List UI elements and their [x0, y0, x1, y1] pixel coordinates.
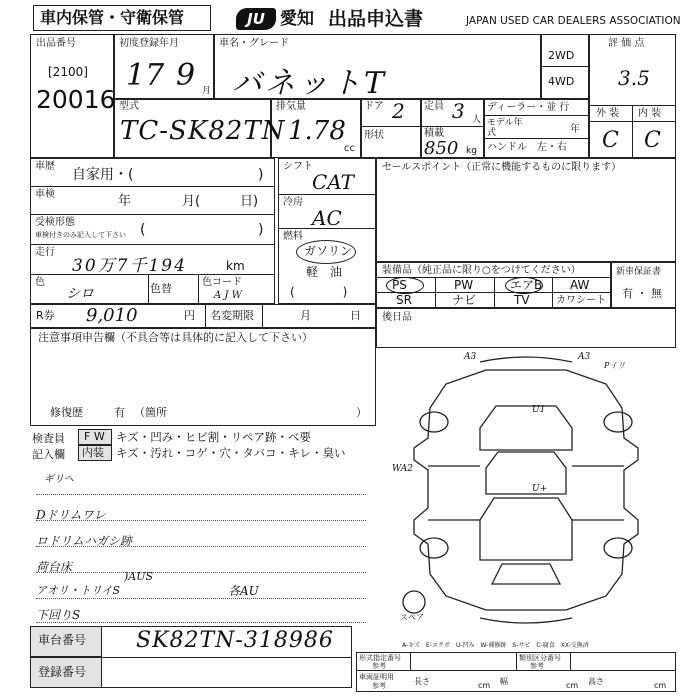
- interior-label: 内 装: [638, 108, 662, 119]
- registration-year: 17: [126, 58, 165, 93]
- displacement-label: 排気量: [276, 101, 306, 112]
- length-unit: cm: [478, 681, 491, 690]
- mileage-unit: km: [226, 259, 245, 273]
- equip-ps: PS: [392, 278, 407, 292]
- color-change-label: 色替: [150, 282, 172, 295]
- vehicle-name: バネットT: [232, 66, 388, 101]
- diagram-label-u1: U1: [532, 405, 546, 415]
- equip-ps-circle: [386, 277, 424, 294]
- ac-label: 冷房: [283, 197, 303, 208]
- history-close: ): [258, 167, 264, 183]
- listing-number-label: 出品番号: [36, 38, 76, 49]
- recycle-unit: 円: [184, 309, 195, 322]
- shift-value: CAT: [312, 170, 354, 194]
- chassis-label: 車台番号: [38, 633, 87, 647]
- inspection-month: 月(: [182, 194, 201, 209]
- fuel-label: 燃料: [283, 231, 303, 242]
- inspection-day: 日): [240, 194, 259, 209]
- recycle-row: [30, 304, 376, 328]
- diagram-label-a3-left: A3: [464, 352, 477, 362]
- name-change-label: 名変期限: [210, 309, 254, 322]
- diagram-legend: A-キズ E-エクボ U-凹み W-補修跡 S-サビ C-腐食 XX-交換済: [402, 642, 589, 649]
- load-label: 積載: [424, 128, 444, 139]
- dealer-parallel: ディーラー・並 行: [487, 102, 570, 113]
- vehicle-name-label: 車名・グレード: [219, 38, 289, 49]
- reg-cert-ref: 参考: [372, 682, 386, 690]
- fw-label: F W: [84, 430, 105, 443]
- memo-0: ギリヘ: [44, 474, 74, 485]
- recycle-amount: 9,010: [86, 305, 138, 326]
- inspection-label: 車検: [35, 189, 55, 200]
- equip-navi: ナビ: [452, 293, 477, 307]
- later-date-box: [376, 308, 676, 348]
- ju-logo: [236, 8, 276, 30]
- model-label: 型式: [119, 101, 139, 112]
- shift-label: シフト: [283, 161, 313, 172]
- score-label: 評 価 点: [608, 38, 645, 49]
- car-diagram: [376, 348, 676, 638]
- model-year-label: モデル年式: [487, 118, 523, 138]
- acceptance-note: 車検付きのみ記入して下さい: [35, 231, 126, 239]
- equipment-label: 装備品（純正品に限り○をつけてください）: [382, 265, 581, 276]
- door-label: ドア: [364, 101, 384, 112]
- association-name: JAPAN USED CAR DEALERS ASSOCIATION: [466, 15, 681, 27]
- listing-number: 20016: [36, 85, 116, 114]
- diagram-label-a3-right: A3: [578, 352, 591, 362]
- interior-grade: C: [644, 128, 661, 153]
- load-value: 850: [424, 138, 459, 159]
- load-unit: kg: [466, 146, 477, 156]
- int-items: キズ・汚れ・コゲ・穴・タバコ・キレ・臭い: [116, 446, 346, 460]
- length-label: 長さ: [414, 677, 430, 686]
- registration-month: 9: [176, 58, 196, 93]
- memo-2: ロドリムハガシ跡: [36, 534, 133, 548]
- diagram-label-piri: Pイリ: [604, 361, 626, 370]
- fw-items: キズ・凹み・ヒビ割・リペア跡・べ要: [116, 430, 312, 444]
- acceptance-label: 受検形態: [35, 217, 75, 228]
- door-count: 2: [392, 99, 405, 123]
- history-label: 車歴: [35, 161, 55, 172]
- form-designation-label: 形式指定番号: [359, 654, 401, 662]
- equip-sr: SR: [396, 293, 412, 307]
- exterior-grade: C: [602, 128, 619, 153]
- handle-label: ハンドル 左・右: [487, 142, 567, 153]
- mileage-value: 30万7千194: [72, 256, 187, 276]
- fuel-paren: ( ): [290, 285, 348, 299]
- displacement-unit: cc: [344, 143, 355, 154]
- model-year-unit: 年: [570, 124, 580, 135]
- acceptance-close: ): [258, 222, 264, 238]
- history-value: 自家用・(: [72, 167, 134, 183]
- capacity-unit: 人: [472, 115, 482, 125]
- month-unit: 月: [202, 86, 212, 96]
- color-code: A J W: [214, 290, 242, 301]
- inspection-year: 年: [118, 194, 132, 209]
- equip-airbag-circle: [505, 277, 543, 294]
- recycle-label: R券: [36, 309, 55, 322]
- model-code: TC-SK82TN: [120, 116, 286, 146]
- height-label: 高さ: [588, 677, 604, 686]
- height-unit: cm: [654, 681, 667, 690]
- equip-aw: AW: [570, 278, 590, 292]
- equip-pw: PW: [454, 278, 474, 292]
- width-label: 幅: [500, 677, 508, 686]
- ac-value: AC: [312, 206, 342, 230]
- memo-extra-1: 各AU: [228, 584, 259, 598]
- ju-logo-text: JU: [247, 10, 265, 28]
- registration-label: 初度登録年月: [119, 38, 179, 49]
- memo-5: 下回りS: [36, 608, 81, 622]
- score-value: 3.5: [618, 66, 650, 90]
- repair-label: 修復歴: [50, 406, 83, 419]
- capacity-label: 定員: [424, 101, 444, 112]
- repair-value: 有: [114, 406, 125, 419]
- acceptance-open: (: [140, 222, 146, 238]
- fuel-diesel: 軽 油: [306, 265, 343, 279]
- warranty-value: 有 ・ 無: [622, 287, 662, 300]
- equip-seat: カワシート: [556, 295, 606, 306]
- storage-label: 車内保管・守衛保管: [40, 8, 185, 27]
- lane-number: [2100]: [48, 65, 88, 79]
- repair-location: （箇所: [134, 406, 167, 419]
- repair-close: ）: [356, 406, 367, 419]
- diagram-label-spare: スペア: [400, 613, 424, 622]
- width-unit: cm: [566, 681, 579, 690]
- memo-extra-0: )AUS: [124, 570, 154, 583]
- exterior-label: 外 装: [596, 108, 620, 119]
- mileage-label: 走行: [35, 247, 55, 258]
- capacity-value: 3: [452, 99, 465, 123]
- color-value: シロ: [66, 286, 94, 302]
- memo-3: 荷台床: [36, 560, 73, 574]
- drive-4wd: 4WD: [548, 75, 575, 88]
- form-designation-ref: 参考: [372, 662, 386, 670]
- form-title: 出品申込書: [328, 8, 424, 30]
- fuel-gasoline: ガソリン: [304, 244, 353, 258]
- drive-2wd: 2WD: [548, 49, 575, 62]
- memo-4: アオリ・トリイS: [36, 584, 121, 597]
- later-date-label: 後日品: [382, 312, 412, 323]
- name-change-month: 月: [300, 309, 311, 322]
- fuel-gasoline-circle: [296, 240, 356, 264]
- plate-label: 登録番号: [38, 665, 87, 679]
- name-change-day: 日: [350, 309, 361, 322]
- warranty-label: 新車保証書: [616, 267, 662, 277]
- color-code-label: 色コード: [202, 277, 242, 288]
- chassis-number: SK82TN-318986: [136, 628, 334, 653]
- notes-label: 注意事項申告欄（不具合等は具体的に記入して下さい）: [38, 331, 313, 344]
- color-label: 色: [35, 277, 45, 288]
- int-label: 内装: [82, 446, 104, 459]
- diagram-label-wa2: WA2: [392, 464, 414, 474]
- category-ref: 参考: [530, 662, 544, 670]
- sales-point-label: セールスポイント（正常に機能するものに限ります）: [382, 162, 622, 173]
- checker-label-2: 記入欄: [32, 448, 65, 461]
- checker-label-1: 検査員: [32, 432, 65, 445]
- equip-tv: TV: [514, 293, 530, 307]
- equip-airbag: エアB: [510, 278, 543, 292]
- memo-1: Dドリムワレ: [36, 508, 106, 522]
- brand-region: 愛知: [280, 9, 314, 29]
- diagram-label-u-plus: U+: [532, 484, 548, 494]
- category-label: 類別区分番号: [519, 654, 561, 662]
- shape-label: 形状: [364, 130, 384, 141]
- displacement-value: 1.78: [288, 116, 346, 146]
- reg-cert-label: 車両証明用: [359, 673, 394, 681]
